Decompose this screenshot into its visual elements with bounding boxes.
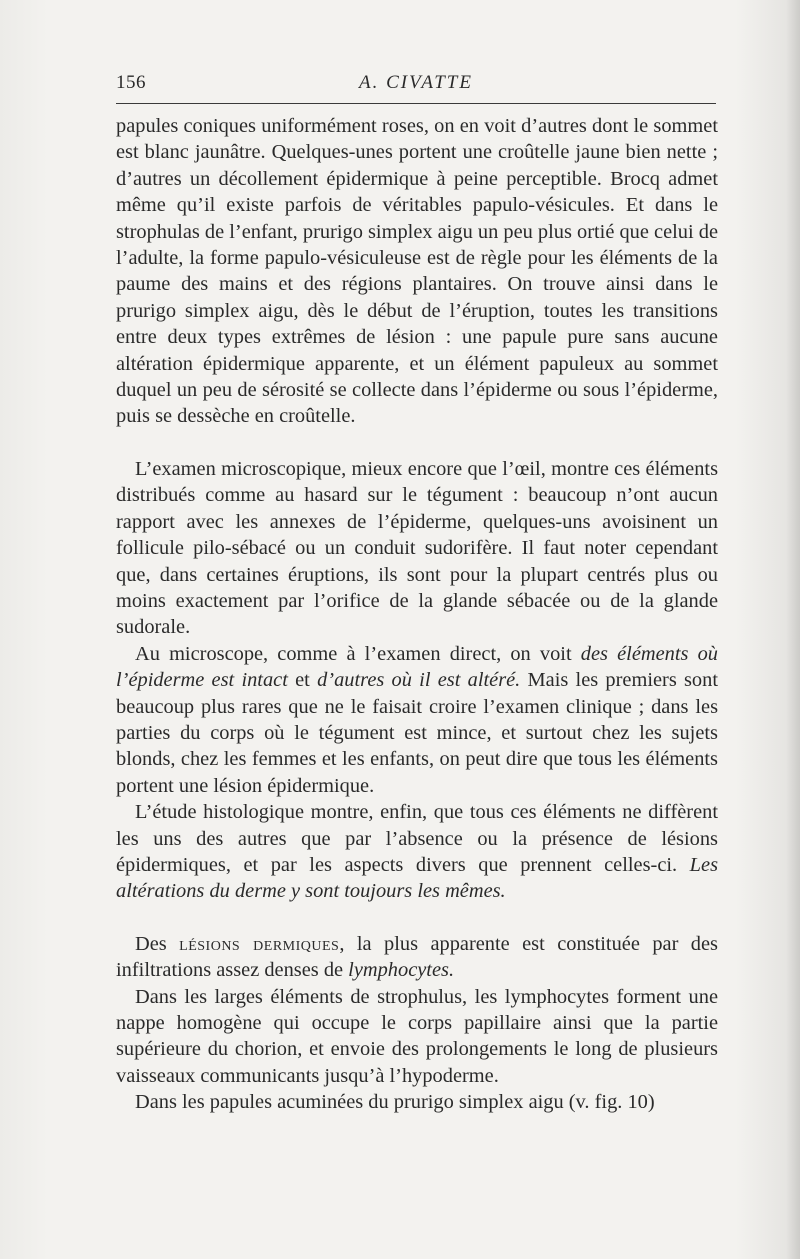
page-header — [116, 72, 716, 96]
paragraph-5-smallcaps: lésions dermiques — [179, 932, 340, 955]
paragraph-1: papules coniques uniformément roses, on en voit d’autres dont le sommet est blanc jaunâtre. Quelques-unes portent une croûtelle jaune bien nette ; d’autres un décollement épidermique à peine perceptible. Brocq admet même qu’il existe parfois de véritables papulo-vésicules. Et dans le strophulas de l’enfant, prurigo simplex aigu un peu plus ortié que celui de l’adulte, la forme papulo-vésiculeuse est de règle pour les éléments de la paume des mains et des régions plantaires. On trouve ainsi dans le prurigo simplex aigu, dès le début de l’éruption, toutes les transitions entre deux types extrêmes de lésion : une papule pure sans aucune altération épidermique apparente, et un élément papuleux au sommet duquel un peu de sérosité se collecte dans l’épiderme ou sous l’épiderme, puis se dessèche en croûtelle. — [116, 115, 718, 428]
paragraph-5-text-a: Des — [135, 932, 180, 955]
paragraph-3-italic-2: d’autres où il est altéré. — [317, 669, 521, 692]
paragraph-3-text-a: Au microscope, comme à l’examen direct, on voit — [135, 642, 581, 665]
paragraph-4-italic: Les altérations du derme y sont toujours les mêmes. — [116, 853, 718, 903]
body-text — [116, 113, 718, 1116]
paragraph-5-text-b: , la plus apparente est constituée par des infiltrations assez denses de — [116, 932, 718, 982]
paragraph-3 — [116, 641, 718, 799]
header-rule — [116, 103, 716, 104]
paragraph-4-text: L’étude histologique montre, enfin, que tous ces éléments ne diffèrent les uns des autres que par l’absence ou la présence de lésions épidermiques, et par les aspects divers que prennent celles-ci. — [116, 801, 718, 876]
page-edge-shadow — [786, 0, 800, 1259]
paragraph-6: Dans les larges éléments de strophulus, les lymphocytes forment une nappe homogène qui occupe le corps papillaire ainsi que la partie supérieure du chorion, et envoie des prolongements le long de plusieurs vaisseaux communicants jusqu’à l’hypoderme. — [116, 985, 718, 1087]
paragraph-5-italic: lymphocytes. — [348, 959, 455, 982]
paragraph-3-italic-1: des éléments où l’épiderme est intact — [116, 642, 718, 692]
paragraph-3-text-b: et — [287, 669, 318, 692]
paragraph-3-text-c: Mais les premiers sont beaucoup plus rares que ne le faisait croire l’examen clinique ; dans les parties du corps où le tégument est mince, et surtout chez les sujets blonds, chez les femmes et les enfants, on peut dire que tous les éléments portent une lésion épidermique. — [116, 669, 718, 797]
running-head: A. CIVATTE — [359, 72, 473, 93]
page-number: 156 — [116, 72, 146, 93]
paragraph-5 — [116, 931, 718, 984]
paragraph-4 — [116, 799, 718, 905]
paragraph-7: Dans les papules acuminées du prurigo simplex aigu (v. fig. 10) — [135, 1091, 655, 1114]
paragraph-2: L’examen microscopique, mieux encore que l’œil, montre ces éléments distribués comme au hasard sur le tégument : beaucoup n’ont aucun rapport avec les annexes de l’épiderme, quelques-uns avoisinent un follicule pilo-sébacé ou un conduit sudorifère. Il faut noter cependant que, dans certaines éruptions, ils sont pour la plupart centrés plus ou moins exactement par l’orifice de la glande sébacée ou de la glande sudorale. — [116, 457, 718, 639]
